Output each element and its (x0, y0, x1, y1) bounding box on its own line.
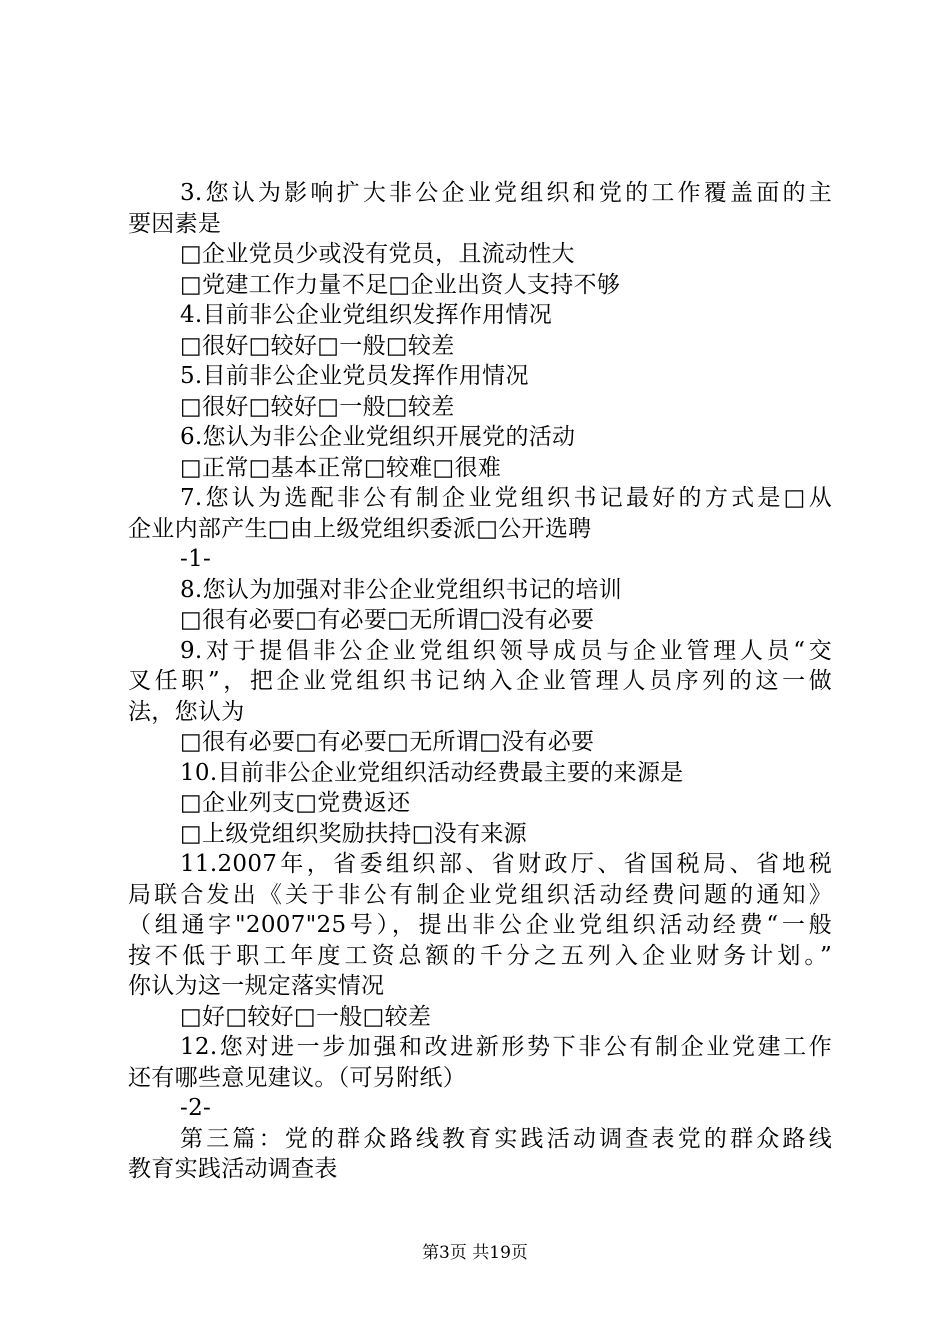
text-line: 10.目前非公企业党组织活动经费最主要的来源是 (180, 759, 684, 786)
text-line: 还有哪些意见建议。（可另附纸） (128, 1064, 466, 1091)
text-line: □很有必要□有必要□无所谓□没有必要 (180, 729, 595, 755)
text-line: 6.您认为非公企业党组织开展党的活动 (180, 424, 576, 450)
text-line: 叉任职”，把企业党组织书记纳入企业管理人员序列的这一做 (128, 668, 832, 694)
text-line: 3.您认为影响扩大非公企业党组织和党的工作覆盖面的主 (180, 180, 832, 206)
text-line: 要因素是 (128, 210, 222, 237)
text-line: 教育实践活动调查表 (128, 1156, 338, 1182)
document-body (128, 178, 832, 1185)
text-line: 法，您认为 (128, 698, 245, 725)
text-line: （组通字"2007"25号），提出非公企业党组织活动经费“一般 (128, 912, 832, 938)
text-line: -1- (180, 546, 212, 572)
text-line: □正常□基本正常□较难□很难 (180, 454, 502, 481)
text-line: 7.您认为选配非公有制企业党组织书记最好的方式是□从 (180, 485, 832, 511)
text-line: □好□较好□一般□较差 (180, 1003, 432, 1030)
page-footer: 第3页 共19页 (422, 1243, 528, 1263)
text-line: 企业内部产生□由上级党组织委派□公开选聘 (128, 515, 592, 542)
text-line: □企业党员少或没有党员，且流动性大 (180, 241, 575, 267)
text-line: □党建工作力量不足□企业出资人支持不够 (180, 271, 621, 298)
text-line: 5.目前非公企业党员发挥作用情况 (180, 363, 529, 389)
text-line: 12.您对进一步加强和改进新形势下非公有制企业党建工作 (180, 1034, 832, 1060)
text-line: □很好□较好□一般□较差 (180, 393, 455, 420)
text-line: □上级党组织奖励扶持□没有来源 (180, 820, 527, 847)
text-line: □企业列支□党费返还 (180, 790, 411, 816)
text-line: 8.您认为加强对非公企业党组织书记的培训 (180, 576, 622, 603)
text-line: 按不低于职工年度工资总额的千分之五列入企业财务计划。” (128, 942, 832, 969)
text-line: 第三篇：党的群众路线教育实践活动调查表党的群众路线 (180, 1125, 832, 1152)
text-line: □很有必要□有必要□无所谓□没有必要 (180, 607, 595, 633)
text-line: 11.2007年，省委组织部、省财政厅、省国税局、省地税 (180, 851, 832, 877)
text-line: -2- (180, 1095, 212, 1121)
text-line: 4.目前非公企业党组织发挥作用情况 (180, 302, 553, 328)
text-line: 局联合发出《关于非公有制企业党组织活动经费问题的通知》 (128, 881, 832, 908)
text-line: □很好□较好□一般□较差 (180, 332, 455, 359)
text-line: 你认为这一规定落实情况 (128, 973, 385, 999)
text-line: 9.对于提倡非公企业党组织领导成员与企业管理人员“交 (180, 637, 832, 664)
